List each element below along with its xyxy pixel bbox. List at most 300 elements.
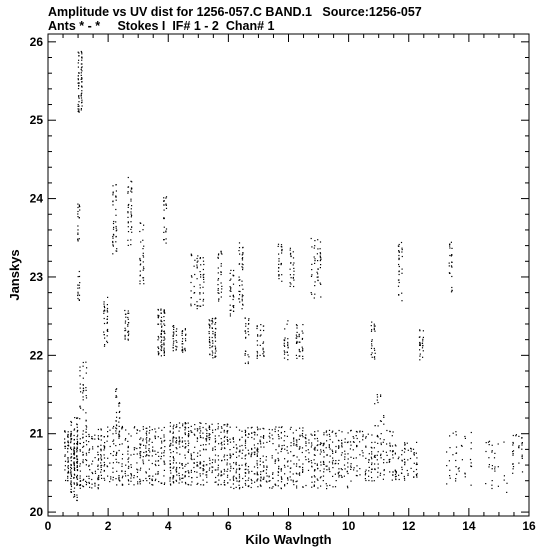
data-point bbox=[130, 199, 131, 200]
data-point bbox=[275, 460, 276, 461]
data-point bbox=[344, 476, 345, 477]
data-point bbox=[81, 87, 82, 88]
data-point bbox=[107, 458, 108, 459]
data-point bbox=[197, 255, 198, 256]
data-point bbox=[158, 348, 159, 349]
data-point bbox=[489, 444, 490, 445]
data-point bbox=[269, 441, 270, 442]
data-point bbox=[354, 442, 355, 443]
data-point bbox=[353, 436, 354, 437]
data-point bbox=[98, 484, 99, 485]
data-point bbox=[245, 476, 246, 477]
data-point bbox=[215, 318, 216, 319]
data-point bbox=[158, 471, 159, 472]
data-point bbox=[320, 253, 321, 254]
data-point bbox=[158, 353, 159, 354]
data-point bbox=[191, 453, 192, 454]
data-point bbox=[395, 470, 396, 471]
data-point bbox=[245, 331, 246, 332]
data-point bbox=[224, 484, 225, 485]
data-point bbox=[160, 309, 161, 310]
data-point bbox=[143, 268, 144, 269]
x-tick-label: 2 bbox=[104, 519, 112, 533]
data-point bbox=[202, 468, 203, 469]
data-point bbox=[241, 465, 242, 466]
data-point bbox=[245, 432, 246, 433]
data-point bbox=[347, 487, 348, 488]
data-point bbox=[269, 437, 270, 438]
data-point bbox=[173, 332, 174, 333]
data-point bbox=[179, 440, 180, 441]
data-point bbox=[116, 226, 117, 227]
data-point bbox=[262, 353, 263, 354]
data-point bbox=[190, 484, 191, 485]
data-point bbox=[77, 211, 78, 212]
data-point bbox=[392, 474, 393, 475]
data-point bbox=[305, 441, 306, 442]
data-point bbox=[146, 428, 147, 429]
data-point bbox=[254, 432, 255, 433]
data-point bbox=[449, 265, 450, 266]
data-point bbox=[157, 339, 158, 340]
data-point bbox=[80, 463, 81, 464]
data-point bbox=[395, 478, 396, 479]
data-point bbox=[320, 470, 321, 471]
data-point bbox=[116, 433, 117, 434]
data-point bbox=[88, 482, 89, 483]
data-point bbox=[374, 325, 375, 326]
data-point bbox=[78, 104, 79, 105]
data-point bbox=[290, 468, 291, 469]
data-point bbox=[513, 453, 514, 454]
data-point bbox=[128, 475, 129, 476]
data-point bbox=[140, 451, 141, 452]
data-point bbox=[146, 439, 147, 440]
data-point bbox=[245, 443, 246, 444]
data-point bbox=[128, 334, 129, 335]
data-point bbox=[200, 287, 201, 288]
data-point bbox=[81, 77, 82, 78]
data-point bbox=[239, 488, 240, 489]
data-point bbox=[344, 456, 345, 457]
data-point bbox=[315, 469, 316, 470]
data-point bbox=[257, 451, 258, 452]
data-point bbox=[104, 436, 105, 437]
data-point bbox=[248, 363, 249, 364]
data-point bbox=[365, 473, 366, 474]
data-point bbox=[257, 356, 258, 357]
data-point bbox=[165, 198, 166, 199]
data-point bbox=[155, 461, 156, 462]
data-point bbox=[314, 475, 315, 476]
data-point bbox=[377, 402, 378, 403]
data-point bbox=[242, 254, 243, 255]
data-point bbox=[242, 300, 243, 301]
data-point bbox=[242, 299, 243, 300]
data-point bbox=[103, 313, 104, 314]
x-axis-label: Kilo Wavlngth bbox=[245, 532, 332, 547]
data-point bbox=[176, 426, 177, 427]
data-point bbox=[230, 289, 231, 290]
data-point bbox=[122, 458, 123, 459]
data-point bbox=[182, 463, 183, 464]
data-point bbox=[383, 415, 384, 416]
data-point bbox=[342, 452, 343, 453]
data-point bbox=[296, 439, 297, 440]
data-point bbox=[176, 335, 177, 336]
data-point bbox=[300, 466, 301, 467]
data-point bbox=[380, 455, 381, 456]
data-point bbox=[320, 241, 321, 242]
data-point bbox=[221, 296, 222, 297]
data-point bbox=[182, 468, 183, 469]
data-point bbox=[485, 483, 486, 484]
data-point bbox=[260, 324, 261, 325]
data-point bbox=[179, 482, 180, 483]
data-point bbox=[164, 353, 165, 354]
data-point bbox=[389, 461, 390, 462]
data-point bbox=[81, 108, 82, 109]
data-point bbox=[77, 234, 78, 235]
data-point bbox=[209, 333, 210, 334]
data-point bbox=[299, 350, 300, 351]
data-point bbox=[107, 322, 108, 323]
data-point bbox=[248, 437, 249, 438]
data-point bbox=[291, 442, 292, 443]
data-point bbox=[296, 327, 297, 328]
data-point bbox=[335, 433, 336, 434]
data-point bbox=[200, 299, 201, 300]
data-point bbox=[113, 192, 114, 193]
data-point bbox=[311, 487, 312, 488]
data-point bbox=[176, 452, 177, 453]
data-point bbox=[152, 463, 153, 464]
data-point bbox=[263, 465, 264, 466]
data-point bbox=[206, 474, 207, 475]
data-point bbox=[82, 434, 83, 435]
data-point bbox=[74, 447, 75, 448]
data-point bbox=[200, 473, 201, 474]
data-point bbox=[242, 252, 243, 253]
data-point bbox=[74, 439, 75, 440]
data-point bbox=[320, 264, 321, 265]
data-point bbox=[329, 444, 330, 445]
data-point bbox=[287, 345, 288, 346]
data-point bbox=[395, 453, 396, 454]
data-point bbox=[118, 478, 119, 479]
data-point bbox=[459, 467, 460, 468]
data-point bbox=[197, 441, 198, 442]
data-point bbox=[317, 430, 318, 431]
data-point bbox=[263, 436, 264, 437]
data-point bbox=[291, 427, 292, 428]
data-point bbox=[303, 487, 304, 488]
data-point bbox=[125, 471, 126, 472]
data-point bbox=[248, 356, 249, 357]
data-point bbox=[170, 477, 171, 478]
data-point bbox=[212, 459, 213, 460]
data-point bbox=[456, 447, 457, 448]
data-point bbox=[127, 441, 128, 442]
data-point bbox=[68, 441, 69, 442]
data-point bbox=[489, 464, 490, 465]
data-point bbox=[317, 468, 318, 469]
data-point bbox=[245, 469, 246, 470]
data-point bbox=[203, 282, 204, 283]
data-point bbox=[149, 478, 150, 479]
data-point bbox=[288, 453, 289, 454]
data-point bbox=[287, 352, 288, 353]
data-point bbox=[384, 470, 385, 471]
data-point bbox=[512, 451, 513, 452]
data-point bbox=[332, 463, 333, 464]
data-point bbox=[81, 90, 82, 91]
data-point bbox=[374, 469, 375, 470]
data-point bbox=[257, 479, 258, 480]
data-point bbox=[350, 457, 351, 458]
data-point bbox=[212, 432, 213, 433]
data-point bbox=[71, 431, 72, 432]
data-point bbox=[185, 476, 186, 477]
data-point bbox=[290, 255, 291, 256]
data-point bbox=[245, 485, 246, 486]
data-point bbox=[491, 485, 492, 486]
data-point bbox=[92, 448, 93, 449]
data-point bbox=[260, 429, 261, 430]
data-point bbox=[233, 483, 234, 484]
data-point bbox=[247, 354, 248, 355]
data-point bbox=[420, 344, 421, 345]
data-point bbox=[128, 177, 129, 178]
data-point bbox=[320, 248, 321, 249]
data-point bbox=[230, 315, 231, 316]
data-point bbox=[81, 97, 82, 98]
data-point bbox=[89, 448, 90, 449]
data-point bbox=[194, 274, 195, 275]
data-point bbox=[79, 238, 80, 239]
data-point bbox=[80, 478, 81, 479]
data-point bbox=[70, 436, 71, 437]
data-point bbox=[170, 449, 171, 450]
data-point bbox=[414, 454, 415, 455]
data-point bbox=[398, 280, 399, 281]
data-point bbox=[77, 285, 78, 286]
data-point bbox=[318, 269, 319, 270]
data-point bbox=[182, 474, 183, 475]
data-point bbox=[218, 298, 219, 299]
data-point bbox=[161, 320, 162, 321]
data-point bbox=[321, 451, 322, 452]
data-point bbox=[179, 438, 180, 439]
data-point bbox=[113, 477, 114, 478]
data-point bbox=[206, 436, 207, 437]
data-point bbox=[345, 454, 346, 455]
data-point bbox=[77, 430, 78, 431]
data-point bbox=[449, 470, 450, 471]
data-point bbox=[293, 262, 294, 263]
data-point bbox=[239, 301, 240, 302]
data-point bbox=[251, 452, 252, 453]
data-point bbox=[80, 408, 81, 409]
data-point bbox=[143, 246, 144, 247]
data-point bbox=[145, 471, 146, 472]
data-point bbox=[293, 278, 294, 279]
data-point bbox=[272, 443, 273, 444]
data-point bbox=[296, 463, 297, 464]
data-point bbox=[503, 442, 504, 443]
data-point bbox=[76, 449, 77, 450]
data-point bbox=[229, 439, 230, 440]
data-point bbox=[357, 431, 358, 432]
data-point bbox=[323, 434, 324, 435]
data-point bbox=[398, 295, 399, 296]
data-point bbox=[95, 473, 96, 474]
data-point bbox=[188, 449, 189, 450]
data-point bbox=[348, 432, 349, 433]
data-point bbox=[191, 470, 192, 471]
data-point bbox=[362, 439, 363, 440]
data-point bbox=[248, 466, 249, 467]
data-point bbox=[408, 450, 409, 451]
data-point bbox=[218, 480, 219, 481]
data-point bbox=[314, 297, 315, 298]
data-point bbox=[317, 272, 318, 273]
data-point bbox=[486, 442, 487, 443]
data-point bbox=[311, 460, 312, 461]
data-point bbox=[281, 479, 282, 480]
data-point bbox=[77, 441, 78, 442]
data-point bbox=[139, 258, 140, 259]
data-point bbox=[251, 432, 252, 433]
data-point bbox=[302, 339, 303, 340]
data-point bbox=[311, 446, 312, 447]
data-point bbox=[160, 458, 161, 459]
data-point bbox=[311, 476, 312, 477]
data-point bbox=[423, 350, 424, 351]
data-point bbox=[375, 425, 376, 426]
data-point bbox=[149, 475, 150, 476]
data-point bbox=[197, 428, 198, 429]
data-point bbox=[281, 250, 282, 251]
data-point bbox=[188, 451, 189, 452]
data-point bbox=[176, 481, 177, 482]
data-point bbox=[293, 473, 294, 474]
data-point bbox=[77, 479, 78, 480]
data-point bbox=[163, 323, 164, 324]
data-point bbox=[260, 484, 261, 485]
data-point bbox=[456, 474, 457, 475]
data-point bbox=[200, 484, 201, 485]
data-point bbox=[131, 215, 132, 216]
data-point bbox=[125, 338, 126, 339]
data-point bbox=[89, 469, 90, 470]
data-point bbox=[166, 238, 167, 239]
data-point bbox=[377, 455, 378, 456]
data-point bbox=[281, 244, 282, 245]
data-point bbox=[242, 289, 243, 290]
data-point bbox=[145, 478, 146, 479]
data-point bbox=[241, 458, 242, 459]
data-point bbox=[67, 472, 68, 473]
data-point bbox=[116, 428, 117, 429]
data-point bbox=[107, 316, 108, 317]
data-point bbox=[127, 193, 128, 194]
data-point bbox=[64, 456, 65, 457]
data-point bbox=[350, 466, 351, 467]
data-point bbox=[257, 464, 258, 465]
data-point bbox=[284, 358, 285, 359]
data-point bbox=[182, 425, 183, 426]
data-point bbox=[158, 473, 159, 474]
data-point bbox=[314, 248, 315, 249]
data-point bbox=[290, 476, 291, 477]
data-point bbox=[398, 250, 399, 251]
data-point bbox=[416, 477, 417, 478]
data-point bbox=[239, 455, 240, 456]
data-point bbox=[332, 476, 333, 477]
data-point bbox=[260, 440, 261, 441]
data-point bbox=[230, 305, 231, 306]
data-point bbox=[386, 430, 387, 431]
data-point bbox=[104, 323, 105, 324]
data-point bbox=[119, 426, 120, 427]
data-point bbox=[290, 429, 291, 430]
data-point bbox=[324, 468, 325, 469]
data-point bbox=[498, 466, 499, 467]
data-point bbox=[396, 472, 397, 473]
data-point bbox=[471, 442, 472, 443]
data-point bbox=[164, 309, 165, 310]
data-point bbox=[68, 468, 69, 469]
data-point bbox=[136, 462, 137, 463]
data-point bbox=[323, 432, 324, 433]
data-point bbox=[209, 331, 210, 332]
data-point bbox=[229, 280, 230, 281]
data-point bbox=[92, 472, 93, 473]
data-point bbox=[522, 471, 523, 472]
data-point bbox=[404, 445, 405, 446]
data-point bbox=[161, 350, 162, 351]
data-point bbox=[203, 444, 204, 445]
data-point bbox=[191, 456, 192, 457]
data-point bbox=[314, 450, 315, 451]
data-point bbox=[182, 333, 183, 334]
data-point bbox=[73, 491, 74, 492]
data-point bbox=[242, 284, 243, 285]
data-point bbox=[278, 434, 279, 435]
data-point bbox=[451, 248, 452, 249]
data-point bbox=[115, 184, 116, 185]
data-point bbox=[116, 453, 117, 454]
data-point bbox=[212, 467, 213, 468]
data-point bbox=[345, 468, 346, 469]
data-point bbox=[143, 480, 144, 481]
data-point bbox=[81, 52, 82, 53]
data-point bbox=[383, 451, 384, 452]
data-point bbox=[121, 471, 122, 472]
data-point bbox=[79, 98, 80, 99]
data-point bbox=[81, 53, 82, 54]
data-point bbox=[233, 307, 234, 308]
data-point bbox=[209, 468, 210, 469]
data-point bbox=[74, 457, 75, 458]
data-point bbox=[211, 323, 212, 324]
data-point bbox=[338, 476, 339, 477]
data-point bbox=[104, 478, 105, 479]
data-point bbox=[218, 288, 219, 289]
data-point bbox=[77, 500, 78, 501]
data-point bbox=[97, 454, 98, 455]
